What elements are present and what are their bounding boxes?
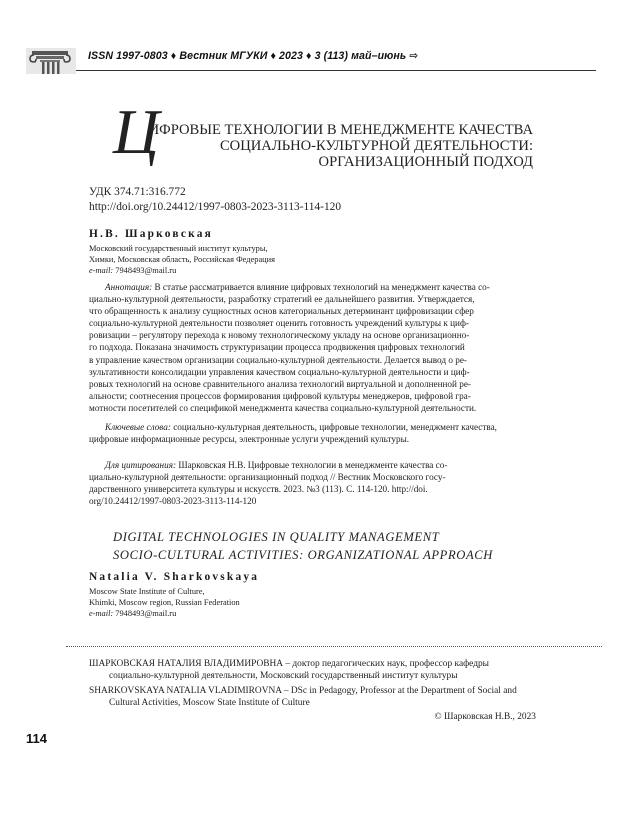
abstract-line: социально-культурной деятельности позволяет оценить готовность учреждений культуры к циф-	[89, 318, 469, 329]
abstract-line: циально-культурной деятельности, разработку стратегий ее дальнейшего развития. Утверждается,	[89, 294, 475, 305]
title-line-3: ОРГАНИЗАЦИОННЫЙ ПОДХОД	[318, 154, 533, 170]
article-title-en-2: SOCIO-CULTURAL ACTIVITIES: ORGANIZATIONAL APPROACH	[113, 548, 493, 562]
affiliation-ru-2: Химки, Московская область, Российская Федерация	[89, 255, 275, 264]
email-address[interactable]: 7948493@mail.ru	[113, 266, 177, 275]
keywords-ru	[89, 421, 543, 445]
abstract-line: зультативности консолидации управления качеством социально-культурной деятельности и циф-	[89, 366, 470, 377]
author-info-ru	[89, 658, 541, 683]
article-title-ru	[113, 96, 533, 180]
affiliation-en-2: Khimki, Moscow region, Russian Federation	[89, 598, 240, 607]
email-label: e-mail:	[89, 266, 114, 275]
copyright: © Шарковская Н.В., 2023	[434, 712, 536, 722]
email-ru	[89, 265, 176, 276]
keywords-line: социально-культурная деятельность, цифровые технологии, менеджмент качества,	[170, 422, 497, 432]
abstract-line: мотности посетителей со спецификой менеджмента качества социально-культурной деятельности.	[89, 402, 477, 413]
email-label: e-mail:	[89, 609, 114, 618]
keywords-label: Ключевые слова:	[105, 422, 171, 432]
abstract-line: альности; соотнесения процессов формирования цифровой культуры менеджеров, цифровой гра-	[89, 390, 471, 401]
email-address[interactable]: 7948493@mail.ru	[113, 609, 177, 618]
author-info-en	[89, 685, 541, 710]
udc-code: УДК 374.71:316.772	[89, 186, 186, 198]
abstract-ru	[89, 281, 543, 414]
citation-line: Шарковская Н.В. Цифровые технологии в менеджменте качества со-	[176, 460, 448, 470]
abstract-line: В статье рассматривается влияние цифровых технологий на менеджмент качества со-	[152, 282, 490, 292]
keywords-line: цифровые информационные ресурсы, электронные услуги учреждений культуры.	[89, 434, 410, 445]
header-rule	[76, 70, 596, 71]
author-name-en: Natalia V. Sharkovskaya	[89, 571, 260, 583]
author-info-line: SHARKOVSKAYA NATALIA VLADIMIROVNA – DSc in Pedagogy, Professor at the Department of Social and	[89, 686, 517, 696]
affiliation-ru-1: Московский государственный институт культуры,	[89, 244, 268, 253]
abstract-line: го подхода. Показана значимость структуризации процесса продвижения цифровых технологий	[89, 342, 465, 353]
page-number: 114	[26, 731, 47, 746]
article-title-en-1: DIGITAL TECHNOLOGIES IN QUALITY MANAGEMENT	[113, 530, 440, 544]
abstract-line: в управление качеством организации социально-культурной деятельности. Делается вывод о ре-	[89, 354, 467, 365]
title-drop-cap: Ц	[113, 96, 160, 167]
abstract-label: Аннотация:	[105, 282, 153, 292]
author-info-line: ШАРКОВСКАЯ НАТАЛИЯ ВЛАДИМИРОВНА – доктор педагогических наук, профессор кафедры	[89, 659, 489, 669]
abstract-line: ровизации – регулятору перехода к новому технологическому укладу на основе организационно-	[89, 330, 470, 341]
citation-ru	[89, 459, 543, 507]
column-capital-icon	[26, 48, 76, 74]
author-name-ru: Н.В. Шарковская	[89, 228, 213, 240]
affiliation-en-1: Moscow State Institute of Culture,	[89, 587, 205, 596]
title-line-1: ИФРОВЫЕ ТЕХНОЛОГИИ В МЕНЕДЖМЕНТЕ КАЧЕСТВА	[148, 122, 533, 138]
citation-line: org/10.24412/1997-0803-2023-3113-114-120	[89, 496, 257, 507]
journal-header: ISSN 1997-0803 ♦ Вестник МГУКИ ♦ 2023 ♦ 3 (113) май–июнь ⇨	[88, 50, 419, 62]
title-line-2: СОЦИАЛЬНО-КУЛЬТУРНОЙ ДЕЯТЕЛЬНОСТИ:	[219, 138, 533, 154]
abstract-line: ровых технологий на основе сравнительного анализа технологий виртуальной и дополненной ре-	[89, 378, 471, 389]
citation-line: дарственного университета культуры и искусств. 2023. №3 (113). С. 114-120. http://doi.	[89, 484, 428, 495]
author-info-line: Cultural Activities, Moscow State Institute of Culture	[109, 698, 310, 709]
author-info-line: социально-культурной деятельности, Московский государственный институт культуры	[109, 671, 458, 682]
doi-link[interactable]: http://doi.org/10.24412/1997-0803-2023-3113-114-120	[89, 201, 342, 213]
abstract-line: что обращенность к анализу сущностных основ категориальных детерминант цифровизации сфер	[89, 306, 474, 317]
citation-line: циально-культурной деятельности: организационный подход // Вестник Московского госу-	[89, 472, 446, 483]
citation-label: Для цитирования:	[105, 460, 177, 470]
dotted-separator	[66, 646, 602, 647]
email-en	[89, 608, 176, 619]
